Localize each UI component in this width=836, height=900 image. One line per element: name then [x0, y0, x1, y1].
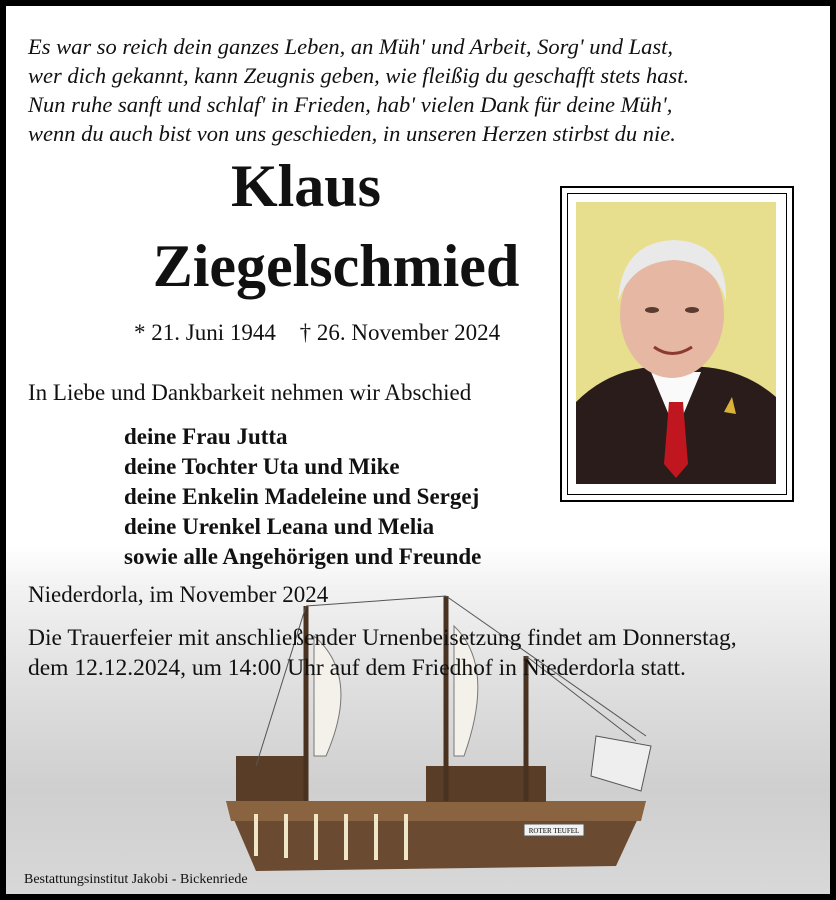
- life-dates: [134, 320, 518, 346]
- ship-name-label: ROTER TEUFEL: [528, 827, 580, 835]
- funeral-home-credit: Bestattungsinstitut Jakobi - Bickenriede: [24, 872, 248, 887]
- poem: [28, 32, 808, 148]
- poem-line: Nun ruhe sanft und schlaf' in Frieden, hab' vielen Dank für deine Müh',: [28, 92, 673, 117]
- mourner-line: deine Tochter Uta und Mike: [124, 454, 400, 479]
- farewell-intro: In Liebe und Dankbarkeit nehmen wir Abschied: [28, 380, 472, 405]
- mourner-line: deine Frau Jutta: [124, 424, 288, 449]
- mourner-line: deine Urenkel Leana und Melia: [124, 514, 435, 539]
- portrait-frame: [560, 186, 794, 502]
- service-line: dem 12.12.2024, um 14:00 Uhr auf dem Friedhof in Niederdorla statt.: [28, 655, 686, 681]
- ship-model-image: [196, 566, 676, 896]
- death-date: † 26. November 2024: [299, 320, 501, 345]
- birth-date: * 21. Juni 1944: [134, 320, 276, 345]
- portrait-photo: [576, 202, 776, 484]
- last-name: Ziegelschmied: [152, 233, 520, 299]
- mourner-line: sowie alle Angehörigen und Freunde: [124, 544, 482, 569]
- service-line: Die Trauerfeier mit anschließender Urnenbeisetzung findet am Donnerstag,: [28, 625, 737, 651]
- service-info: [28, 623, 737, 683]
- poem-line: wenn du auch bist von uns geschieden, in unseren Herzen stirbst du nie.: [28, 121, 676, 146]
- place-date: Niederdorla, im November 2024: [28, 582, 329, 607]
- mourners-list: [124, 422, 481, 572]
- poem-line: wer dich gekannt, kann Zeugnis geben, wie fleißig du geschafft stets hast.: [28, 63, 690, 88]
- poem-line: Es war so reich dein ganzes Leben, an Müh' und Arbeit, Sorg' und Last,: [28, 34, 674, 59]
- first-name: Klaus: [230, 153, 382, 219]
- mourner-line: deine Enkelin Madeleine und Sergej: [124, 484, 480, 509]
